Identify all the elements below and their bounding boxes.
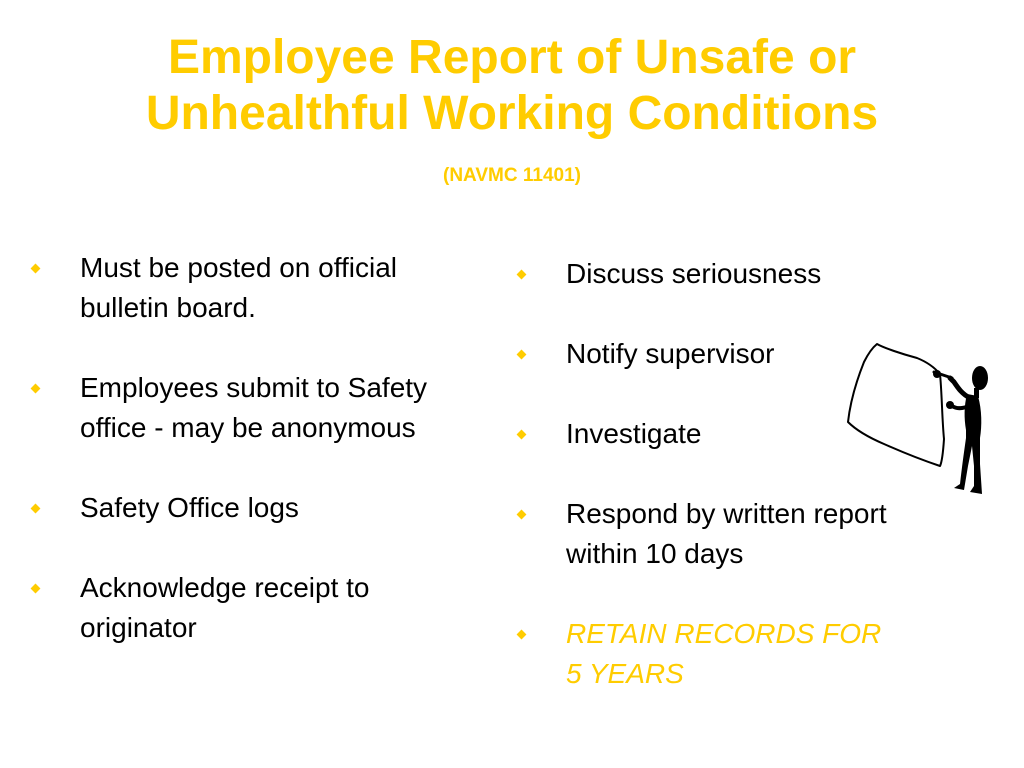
title-line-1: Employee Report of Unsafe or bbox=[167, 31, 857, 84]
list-item bbox=[510, 494, 896, 574]
diamond-bullet-icon bbox=[31, 384, 41, 394]
bullet-text-emphasis: RETAIN RECORDS FOR 5 YEARS bbox=[566, 618, 882, 689]
list-item bbox=[24, 568, 464, 648]
bullet-text: Must be posted on official bulletin board. bbox=[80, 252, 398, 323]
person-holding-sign-icon bbox=[842, 334, 1012, 500]
bullet-text: Safety Office logs bbox=[80, 492, 299, 523]
bullet-text: Notify supervisor bbox=[566, 338, 775, 369]
diamond-bullet-icon bbox=[31, 504, 41, 514]
list-item bbox=[24, 488, 464, 528]
bullet-text: Respond by written report within 10 days bbox=[566, 498, 887, 569]
diamond-bullet-icon bbox=[517, 350, 527, 360]
diamond-bullet-icon bbox=[517, 630, 527, 640]
diamond-bullet-icon bbox=[517, 270, 527, 280]
left-bullet-list bbox=[24, 248, 464, 648]
list-item bbox=[24, 368, 464, 448]
bullet-text: Employees submit to Safety office - may be anonymous bbox=[80, 372, 428, 443]
bullet-text: Investigate bbox=[566, 418, 702, 449]
diamond-bullet-icon bbox=[31, 264, 41, 274]
diamond-bullet-icon bbox=[31, 584, 41, 594]
title-line-2: Unhealthful Working Conditions bbox=[145, 87, 879, 140]
list-item bbox=[24, 248, 464, 328]
bullet-text: Discuss seriousness bbox=[566, 258, 822, 289]
slide-title bbox=[0, 30, 1024, 142]
form-number-subtitle: (NAVMC 11401) bbox=[443, 165, 581, 186]
diamond-bullet-icon bbox=[517, 430, 527, 440]
bullet-text: Acknowledge receipt to originator bbox=[80, 572, 370, 643]
diamond-bullet-icon bbox=[517, 510, 527, 520]
list-item bbox=[510, 614, 896, 694]
list-item bbox=[510, 254, 920, 294]
